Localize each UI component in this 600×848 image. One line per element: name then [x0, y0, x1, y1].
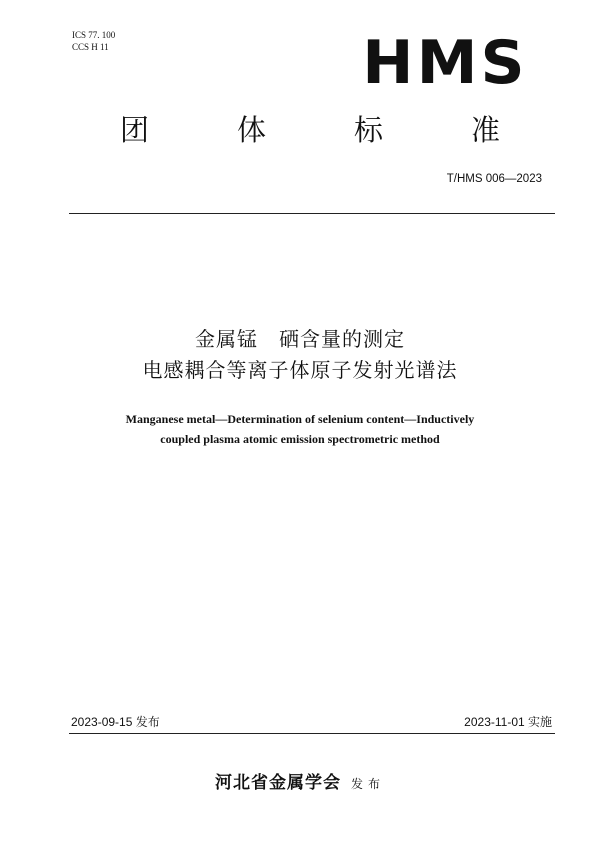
top-divider: [69, 213, 555, 214]
classification-codes: [72, 29, 115, 53]
hms-logo: HMS: [362, 28, 528, 98]
chinese-title-line-1: 金属锰 硒含量的测定: [195, 327, 405, 351]
standard-code: T/HMS 006—2023: [446, 173, 542, 185]
ccs-code: CCS H 11: [72, 42, 109, 52]
publisher-action: 发布: [350, 777, 385, 791]
publisher-name: 河北省金属学会: [214, 773, 341, 793]
english-title-line-1: Manganese metal—Determination of selenium content—Inductively: [125, 412, 475, 426]
english-title-line-2: coupled plasma atomic emission spectrometric method: [160, 432, 440, 446]
issue-date: 2023-09-15 发布: [71, 715, 160, 729]
standard-type-char: 团: [120, 113, 150, 147]
standard-type-char: 体: [236, 113, 266, 147]
standard-type-heading: [120, 112, 500, 148]
ics-code: ICS 77. 100: [72, 30, 116, 40]
standard-type-char: 准: [470, 113, 500, 147]
standard-type-char: 标: [353, 113, 383, 147]
publisher: [0, 768, 600, 793]
chinese-title-line-2: 电感耦合等离子体原子发射光谱法: [142, 358, 458, 382]
bottom-divider: [69, 733, 555, 734]
implementation-date: 2023-11-01 实施: [464, 715, 552, 729]
